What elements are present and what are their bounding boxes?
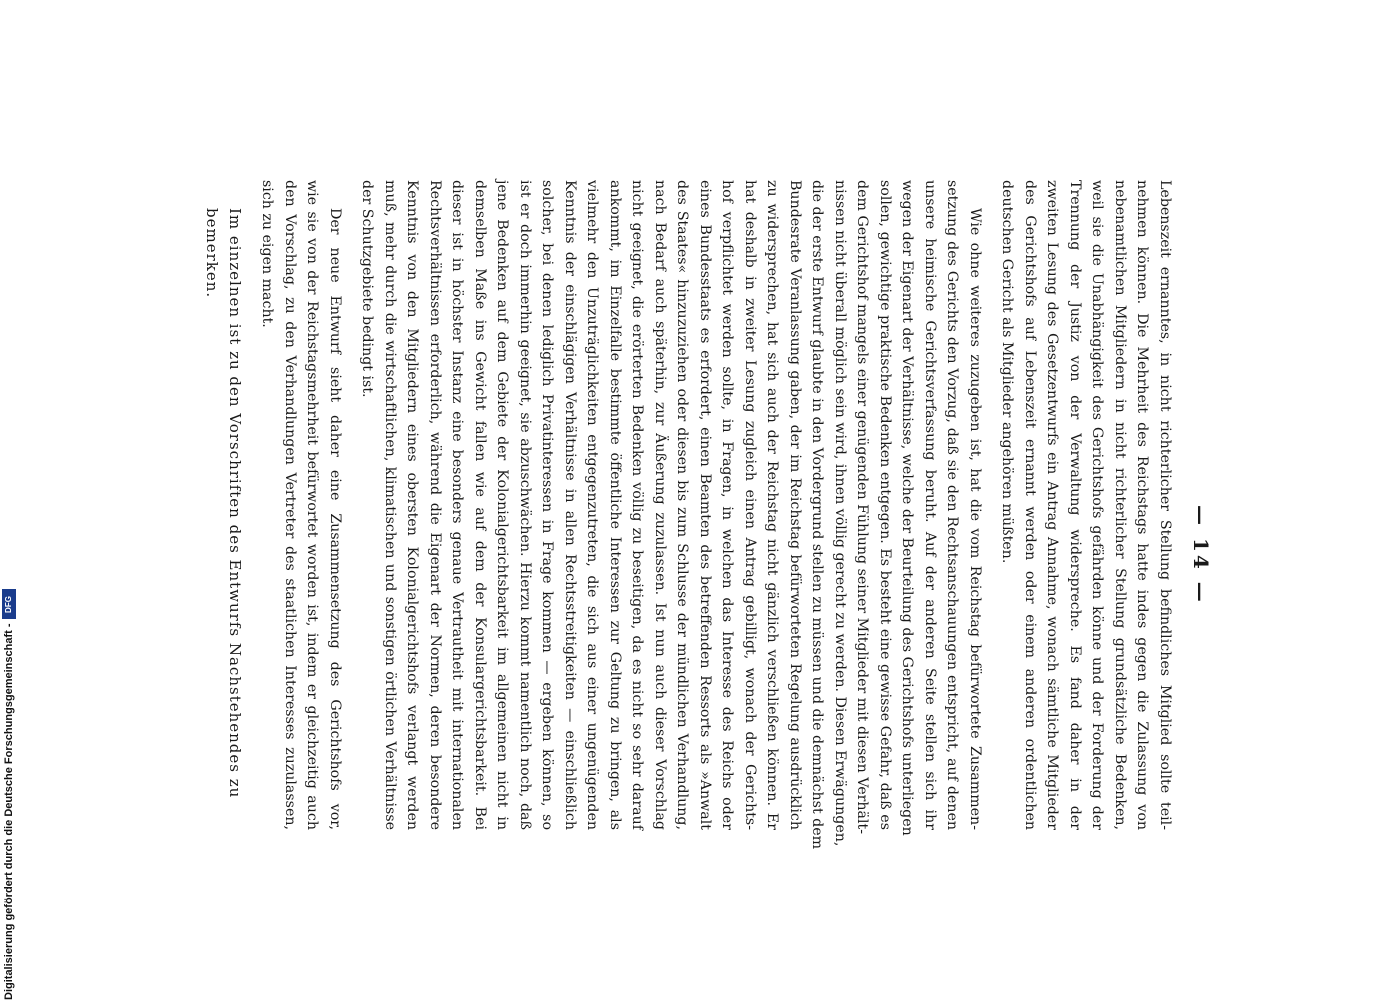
notice-text: Digitalisierung gefördert durch die Deutsche Forschungsgemeinschaft - [3,623,15,1000]
text-line: setzung des Gerichts den Vorzug, daß sie den Rechtsanschauungen entspricht, auf denen [944,180,961,830]
text-line: muß, mehr durch die wirtschaftlichen, klimatischen und sonstigen örtlichen Verhältnisse [382,180,398,830]
text-line: deutschen Gericht als Mitglieder angehören müßten. [999,180,1016,564]
text-line: Kenntnis von den Mitgliedern eines obersten Kolonialgerichtshofs verlangt werden [404,180,421,830]
text-line: jene Bedenken auf dem Gebiete der Kolonialgerichtsbarkeit im allgemeinen nicht in [494,180,511,830]
dfg-logo-icon: DFG [2,589,16,619]
text-line: Bundesrate Veranlassung gaben, der im Reichstag befürworteten Regelung ausdrücklich [787,180,803,830]
text-line: wie sie von der Reichstagsmehrheit befürwortet worden ist, indem er gleichzeitig auch [304,180,321,830]
text-line: hat deshalb in zweiter Lesung zugleich einen Antrag gebilligt, wonach der Gerichts- [742,180,758,830]
text-line: dieser ist in höchster Instanz eine besonders genaue Vertrautheit mit internationalen [449,180,466,830]
text-line: sich zu eigen macht. [259,180,276,328]
text-line: Wie ohne weiteres zuzugeben ist, hat die vom Reichstag befürwortete Zusammen- [967,208,983,830]
text-line: zweiten Lesung des Gesetzentwurfs ein Antrag Annahme, wonach sämtliche Mitglieder [1044,180,1061,830]
text-line: demselben Maße ins Gewicht fallen wie auf dem der Konsulargerichtsbarkeit. Bei [472,180,488,830]
text-line: Trennung der Justiz von der Verwaltung widerspreche. Es fand daher in der [1067,180,1083,830]
paragraph-1 [996,180,1176,830]
text-line: Kenntnis der einschlägigen Verhältnisse in allen Rechtsstreitigkeiten — einschließlich [562,180,578,830]
text-line: ist er doch immerhin geeignet, sie abzuschwächen. Hierzu kommt namentlich noch, daß [517,180,533,830]
paragraph-3 [256,180,346,830]
text-line: weil sie die Unabhängigkeit des Gerichtshofs gefährden könne und der Forderung der [1089,180,1106,830]
text-line: nissen nicht überall möglich sein wird, ihnen völlig gerecht zu werden. Diesen Erwägungen, [832,180,848,847]
text-line: solcher, bei denen lediglich Privatinteressen in Frage kommen — ergeben können, so [539,180,556,830]
text-line: Lebenszeit ernanntes, in nicht richterlicher Stellung befindliches Mitglied sollte teil- [1157,180,1173,830]
text-line: nebenamtlichen Mitgliedern in nicht richterlicher Stellung grundsätzliche Bedenken, [1112,180,1128,830]
paragraph-2 [356,180,986,850]
text-line: unsere heimische Gerichtsverfassung beruht. Auf der anderen Seite stellen sich ihr [922,180,938,830]
text-line: dem Gerichtshof mangels einer genügenden Fühlung seiner Mitglieder mit diesen Verhält- [854,180,871,835]
text-line: vielmehr den Unzuträglichkeiten entgegenzutreten, die sich aus einer ungenügenden [584,180,601,830]
text-line: des Staates« hinzuzuziehen oder diesen bis zum Schlusse der mündlichen Verhandlung, [674,180,691,830]
text-line: der Schutzgebiete bedingt ist. [359,180,376,398]
text-line: die der erste Entwurf glaubte in den Vordergrund stellen zu müssen und die demnächst dem [809,180,826,850]
text-line: hof verpflichtet werden sollte, in Fragen, in welchen das Interesse des Reichs oder [719,180,736,830]
closing-line: Im einzelnen ist zu den Vorschriften des Entwurfs Nachstehendes zu bemerken. [203,208,244,799]
text-line: nehmen können. Die Mehrheit des Reichstags hatte indes gegen die Zulassung von [1134,180,1151,830]
text-line: den Vorschlag, zu den Verhandlungen Vertreter des staatlichen Interesses zuzulassen, [282,180,298,830]
text-line: Rechtsverhältnissen erforderlich, während die Eigenart der Normen, deren besondere [427,180,443,830]
digitization-notice [2,589,16,1000]
text-line: des Gerichtshofs auf Lebenszeit ernannt werden oder einem anderen ordentlichen [1022,180,1038,830]
text-line: zu widersprechen, hat sich auch der Reichstag nicht gänzlich verschließen können. Er [764,180,781,830]
text-line: eines Bundesstaats es erfordert, einen Beamten des betreffenden Ressorts als »Anwalt [697,180,713,830]
text-line: nicht geeignet, die erörterten Bedenken völlig zu beseitigen, da es nicht so sehr darauf [629,180,646,830]
text-line: ankommt, im Einzelfalle bestimmte öffentliche Interessen zur Geltung zu bringen, als [607,180,623,830]
page-number: — 14 — [1189,505,1213,605]
text-line: nach Bedarf auch späterhin, zur Äußerung zuzulassen. Ist nun auch dieser Vorschlag [652,180,668,830]
text-line: wegen der Eigenart der Verhältnisse, welche der Beurteilung des Gerichtshofs unterliegen [899,180,916,836]
text-line: sollen, gewichtige praktische Bedenken entgegen. Es besteht eine gewisse Gefahr, daß es [877,180,893,830]
text-line: Der neue Entwurf sieht daher eine Zusammensetzung des Gerichtshofs vor, [327,208,343,830]
rotated-document-page [166,180,1213,850]
